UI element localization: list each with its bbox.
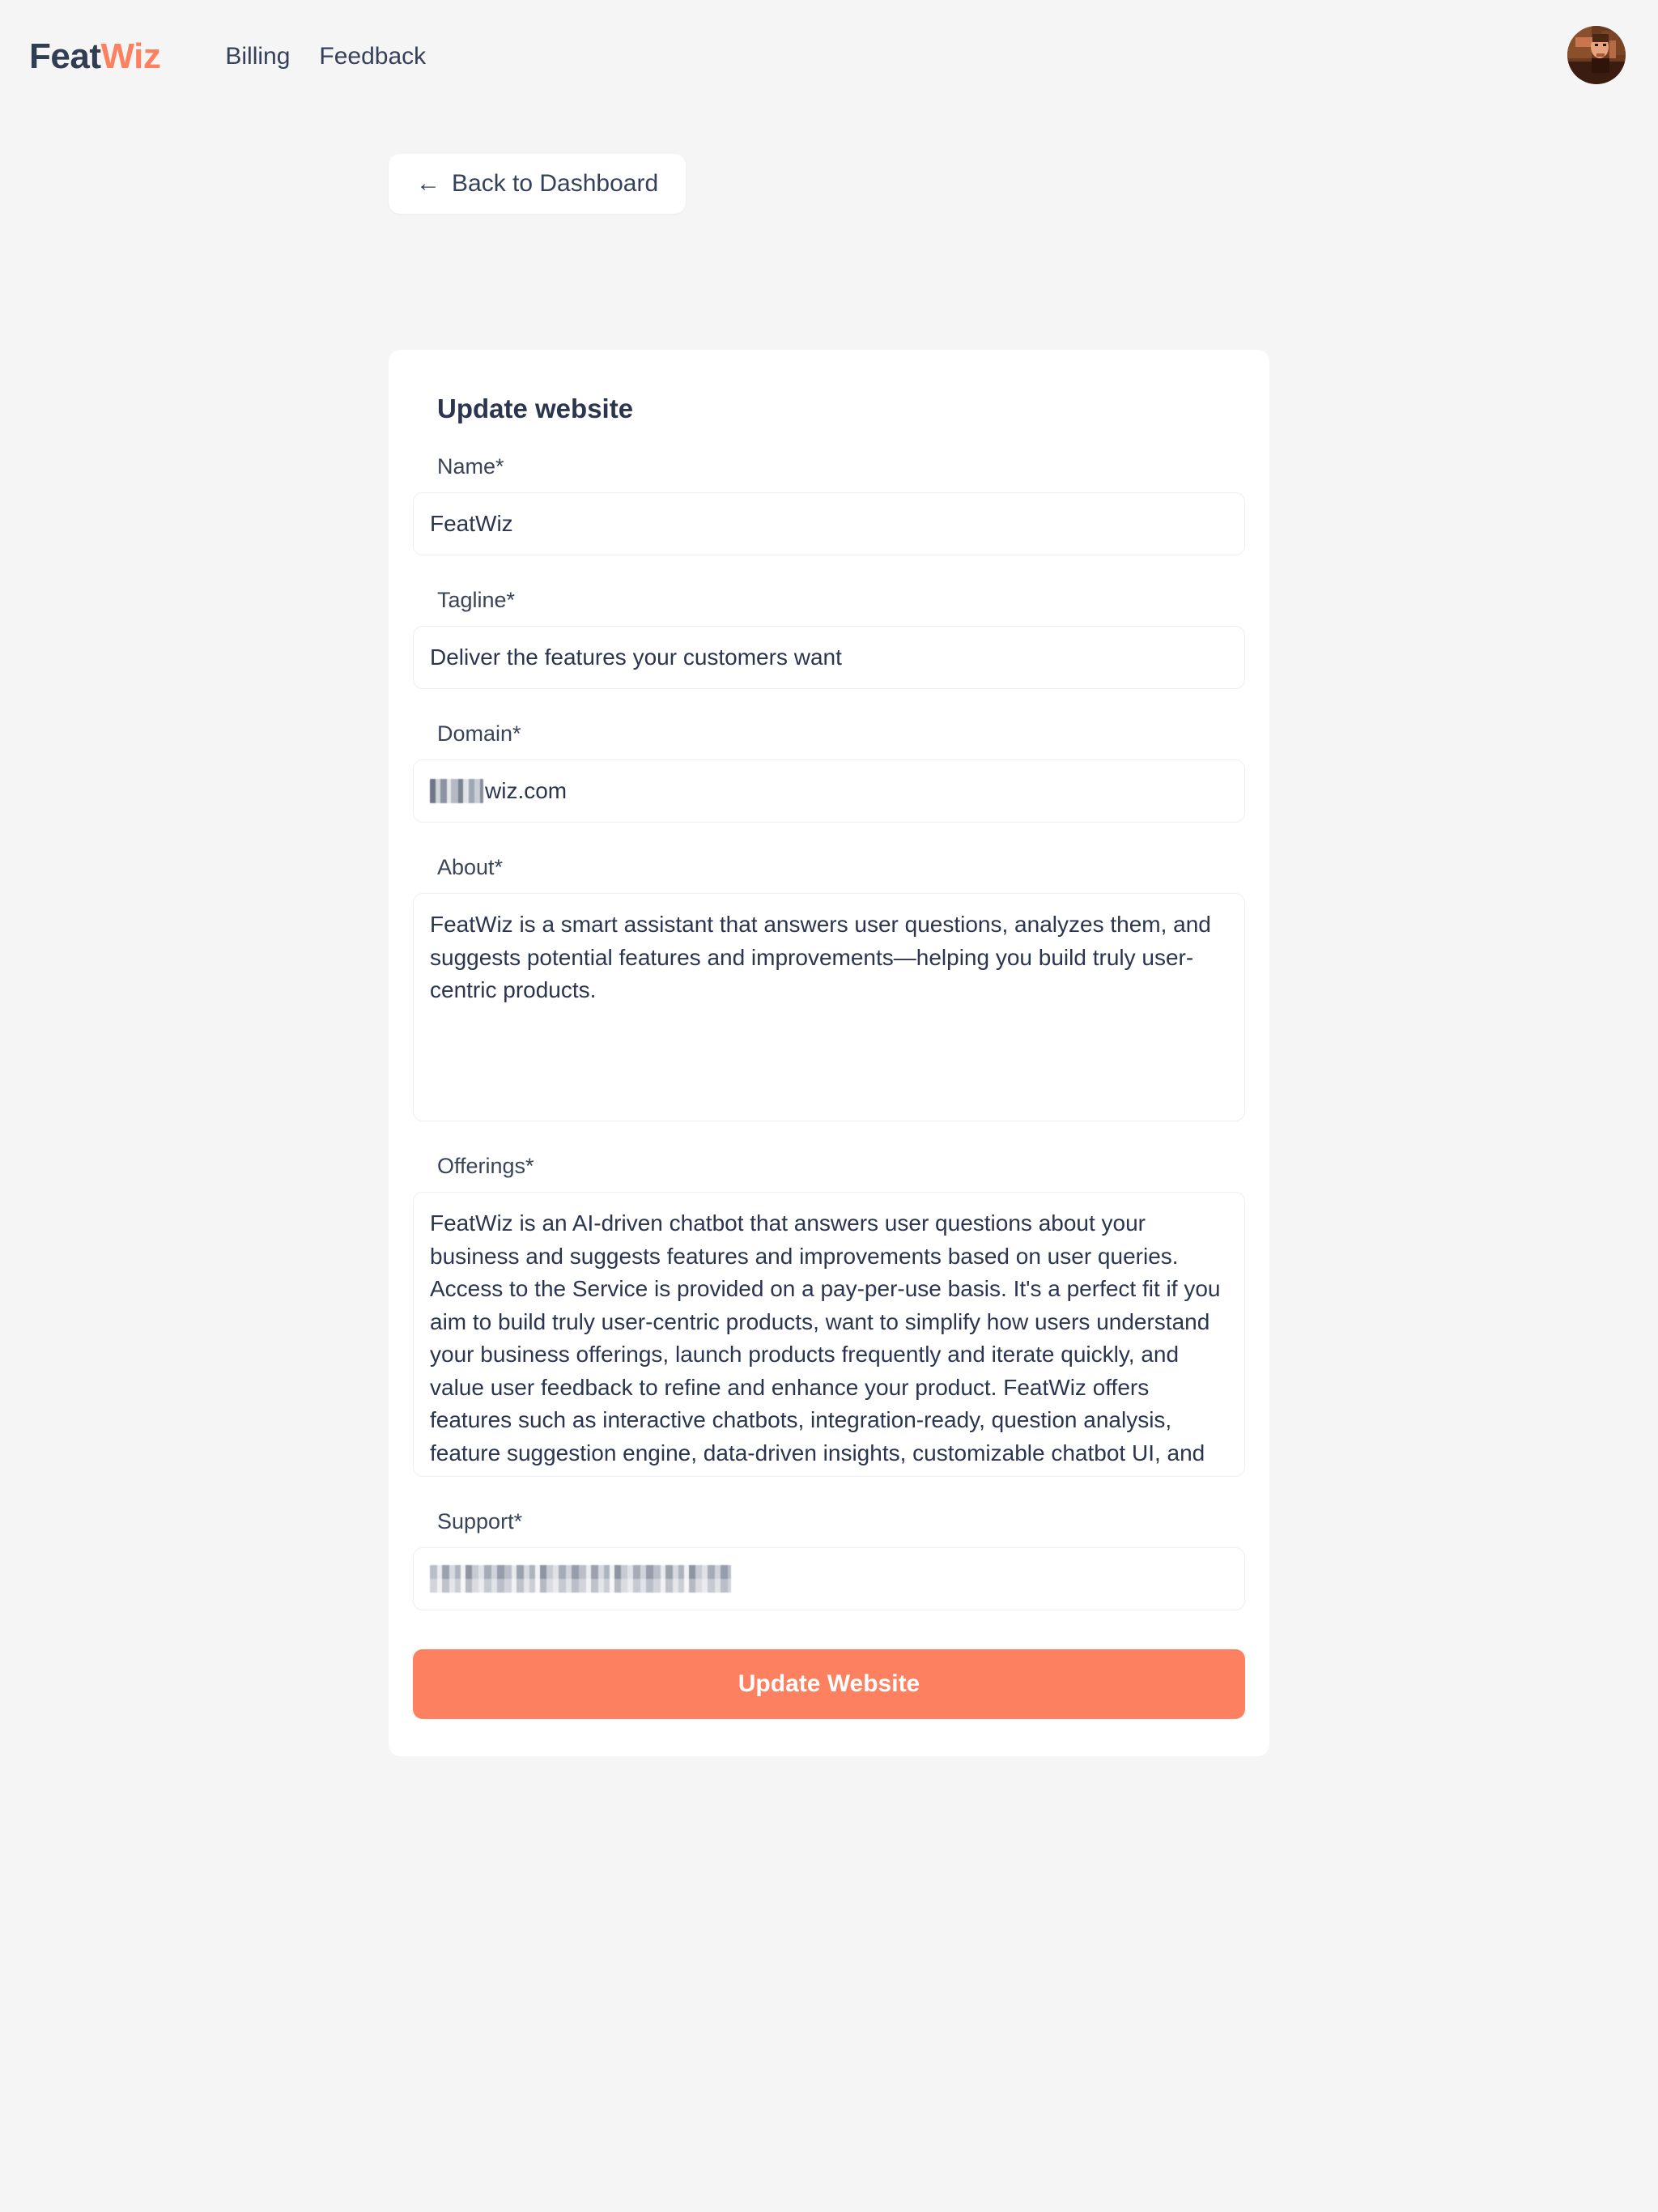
name-input[interactable] (413, 492, 1245, 555)
name-label: Name* (437, 454, 504, 479)
offerings-label: Offerings* (437, 1154, 534, 1178)
app-header (0, 0, 1658, 113)
domain-input[interactable] (413, 759, 1245, 823)
avatar-image (1567, 26, 1626, 84)
back-to-dashboard-button[interactable] (389, 154, 686, 214)
nav-item-feedback[interactable]: Feedback (319, 43, 427, 70)
avatar[interactable] (1567, 26, 1626, 84)
offerings-textarea[interactable] (413, 1192, 1245, 1477)
tagline-input[interactable] (413, 626, 1245, 689)
redacted-text (430, 1565, 731, 1593)
field-offerings (413, 1155, 1245, 1477)
tagline-label: Tagline* (437, 588, 516, 612)
field-support (413, 1511, 1245, 1610)
field-name (413, 456, 1245, 555)
about-textarea[interactable] (413, 893, 1245, 1121)
redacted-text (430, 779, 483, 803)
domain-label: Domain* (437, 721, 521, 746)
field-domain (413, 723, 1245, 823)
about-label: About* (437, 855, 504, 879)
main-nav (225, 45, 426, 69)
domain-suffix-text: wiz.com (485, 778, 568, 803)
field-about (413, 857, 1245, 1121)
support-label: Support* (437, 1509, 523, 1534)
logo-accent-text: Wiz (100, 36, 161, 76)
app-logo[interactable] (29, 36, 161, 76)
field-tagline (413, 589, 1245, 689)
support-input[interactable] (413, 1547, 1245, 1610)
logo-primary-text: Feat (29, 36, 101, 76)
left-arrow-icon: ← (416, 170, 440, 197)
update-website-card (389, 350, 1269, 1756)
nav-item-billing[interactable]: Billing (225, 43, 291, 70)
update-website-button[interactable]: Update Website (413, 1649, 1245, 1719)
back-to-dashboard-label: Back to Dashboard (452, 170, 659, 197)
page-title: Update website (437, 393, 634, 423)
